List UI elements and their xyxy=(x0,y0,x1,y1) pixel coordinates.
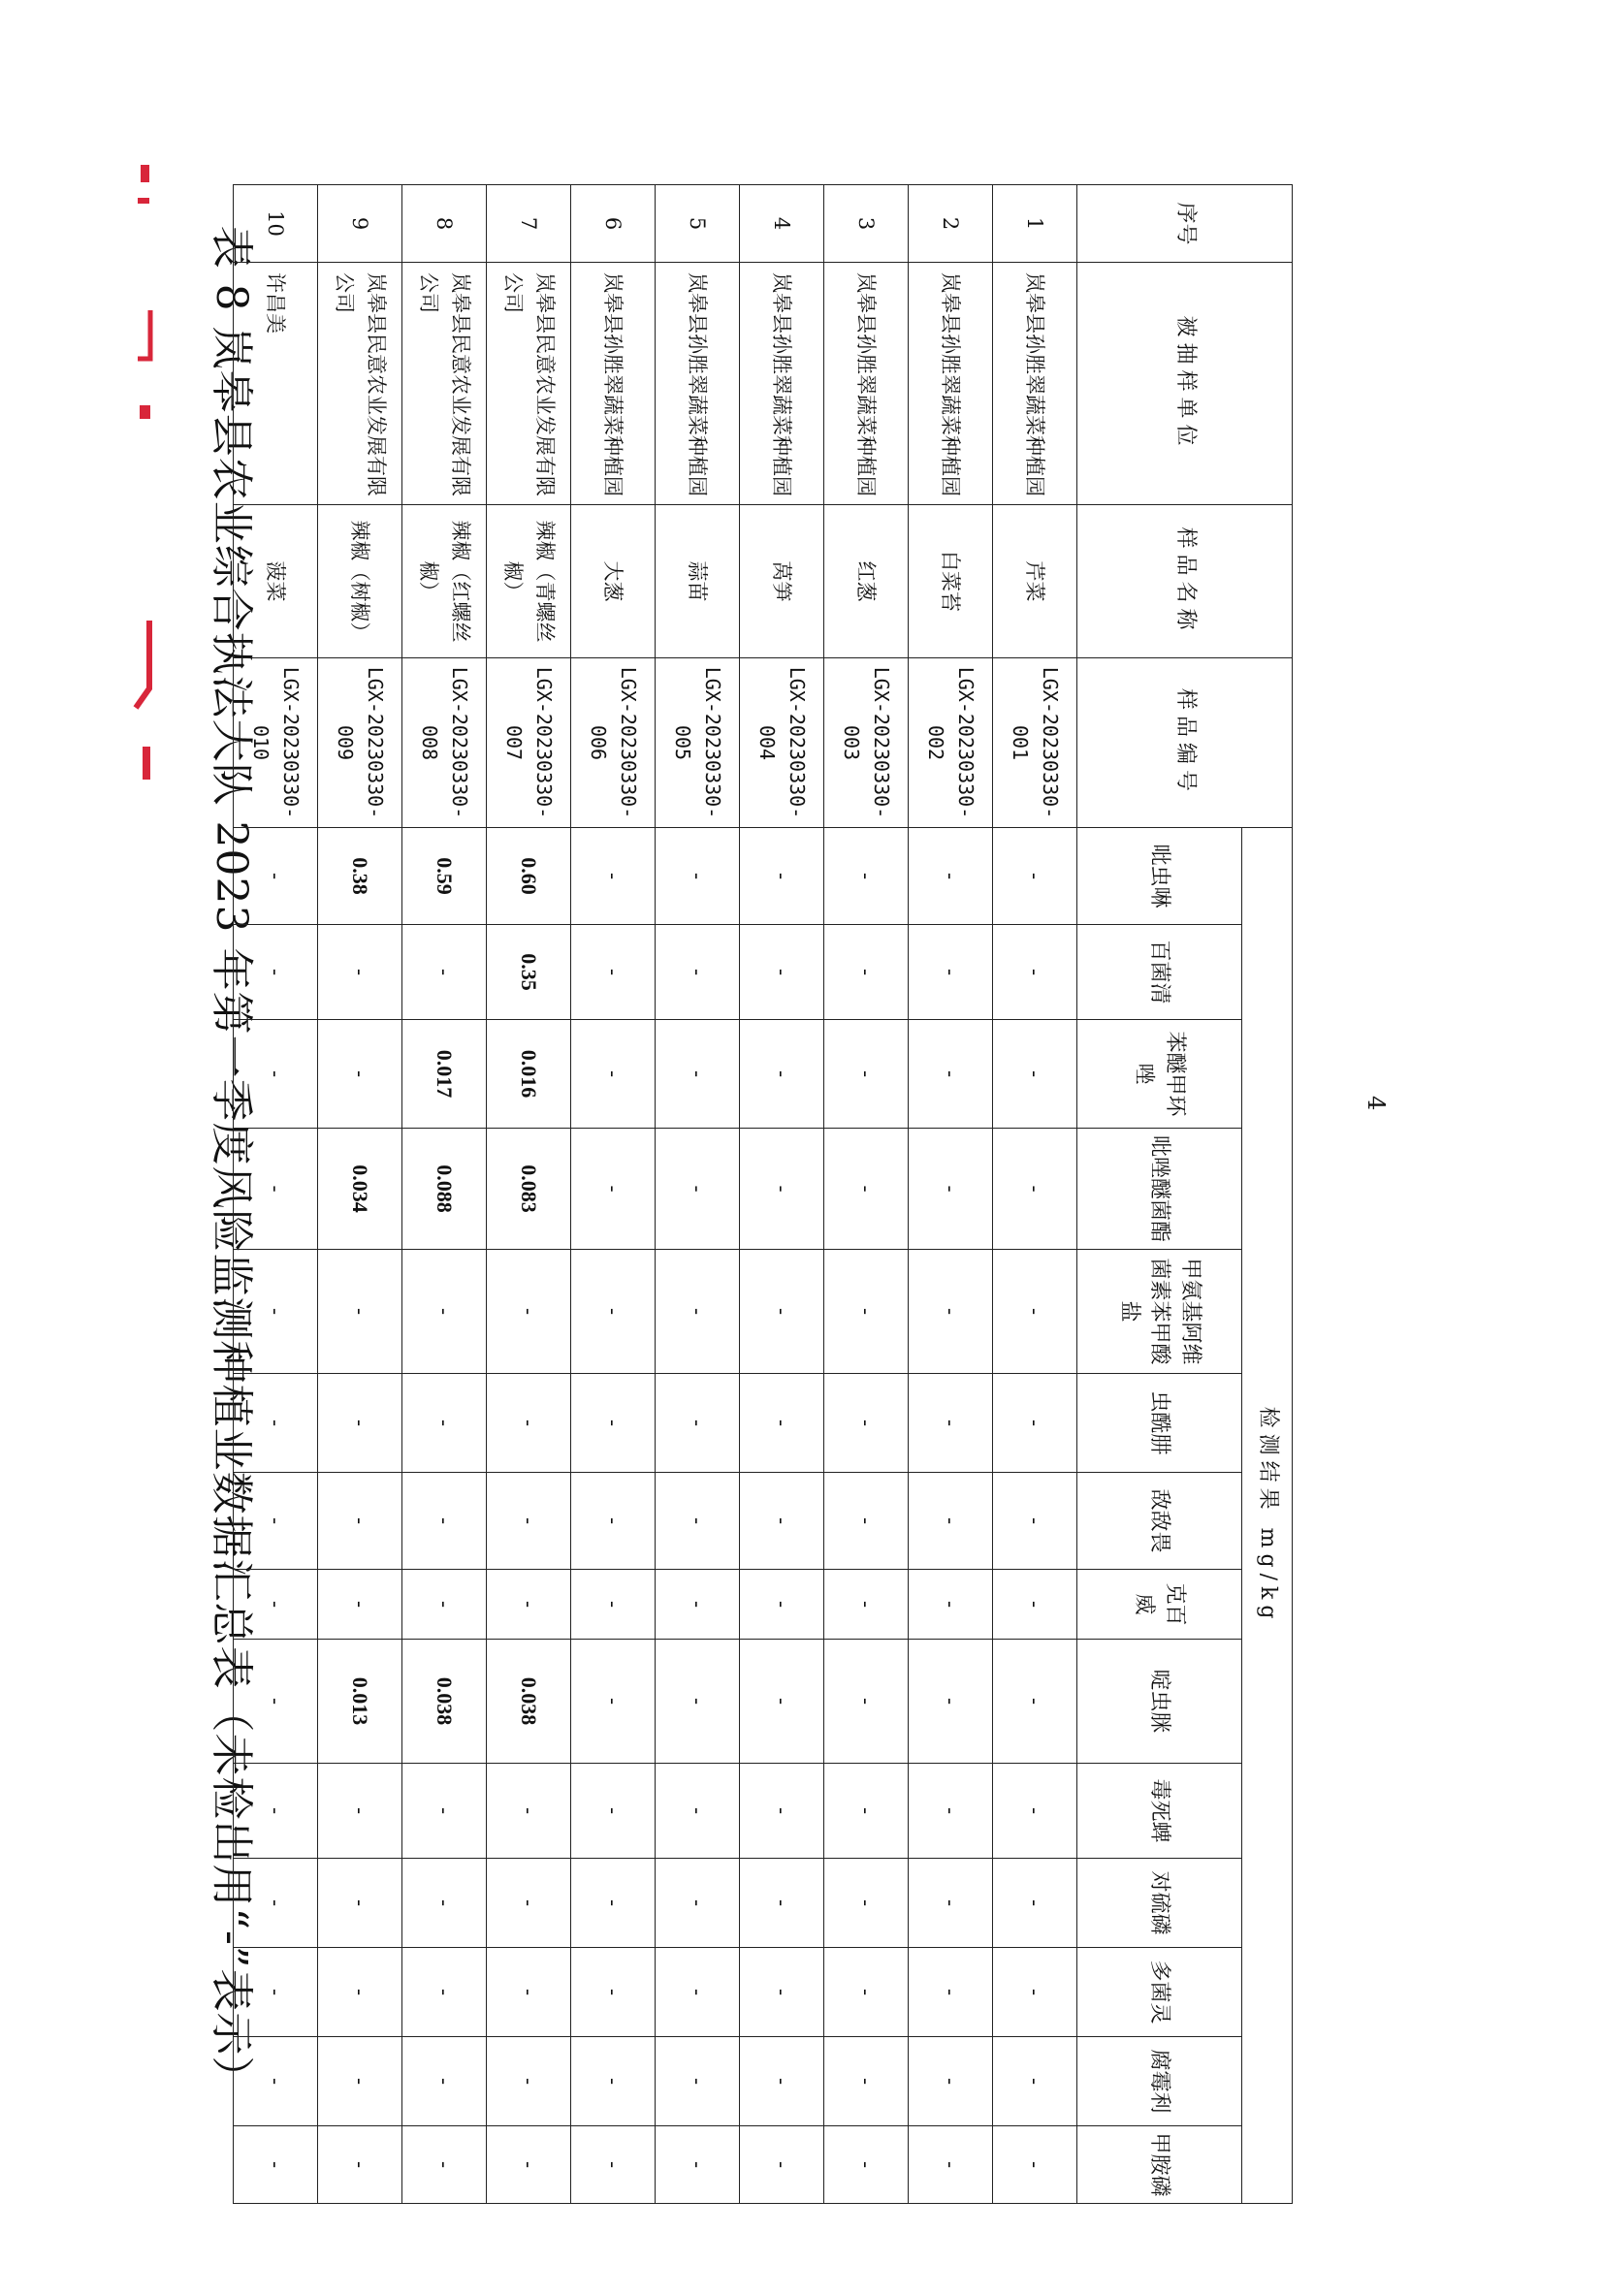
document-title: 表 8 岚皋县农业综合执法大队 2023 年第一季度风险监测种植业数据汇总表（未检出用“-”表示） xyxy=(207,225,256,2100)
result-cell: - xyxy=(740,1570,824,1640)
result-cell: - xyxy=(234,1473,318,1570)
header-pesticide: 吡唑醚菌酯 xyxy=(1077,1129,1242,1250)
result-cell: - xyxy=(656,1250,740,1374)
result-cell: - xyxy=(571,925,656,1020)
result-cell: - xyxy=(487,1374,571,1473)
result-cell: - xyxy=(993,1129,1077,1250)
result-cell: - xyxy=(402,2037,487,2126)
result-cell: - xyxy=(656,1859,740,1948)
result-cell: - xyxy=(234,828,318,925)
result-cell: - xyxy=(234,2037,318,2126)
result-cell: - xyxy=(318,1473,402,1570)
result-cell: - xyxy=(234,1764,318,1859)
result-cell: - xyxy=(909,1859,993,1948)
row-sample-name: 白菜苔 xyxy=(909,505,993,658)
header-sample-name: 样品名称 xyxy=(1077,505,1293,658)
row-index: 6 xyxy=(571,185,656,263)
table-row xyxy=(571,185,656,2204)
result-cell: 0.60 xyxy=(487,828,571,925)
result-cell: 0.088 xyxy=(402,1129,487,1250)
table-body xyxy=(234,185,1077,2204)
result-cell: - xyxy=(740,1250,824,1374)
table-row xyxy=(909,185,993,2204)
result-cell: - xyxy=(993,2126,1077,2204)
result-cell: - xyxy=(487,1764,571,1859)
result-cell: - xyxy=(993,1640,1077,1764)
result-cell: - xyxy=(402,1859,487,1948)
row-unit: 岚皋县孙胜翠蔬菜种植园 xyxy=(824,263,909,505)
result-cell: - xyxy=(402,2126,487,2204)
row-index: 8 xyxy=(402,185,487,263)
table-header xyxy=(1077,185,1293,2204)
header-pesticide: 苯醚甲环唑 xyxy=(1077,1020,1242,1129)
result-cell: - xyxy=(993,2037,1077,2126)
result-cell: - xyxy=(824,925,909,1020)
result-cell: - xyxy=(824,1250,909,1374)
result-cell: - xyxy=(824,1473,909,1570)
row-sample-code: LGX-20230330-009 xyxy=(318,658,402,828)
header-pesticide: 对硫磷 xyxy=(1077,1859,1242,1948)
header-pesticide: 毒死蜱 xyxy=(1077,1764,1242,1859)
header-pesticide: 多菌灵 xyxy=(1077,1948,1242,2037)
result-cell: - xyxy=(487,2037,571,2126)
row-sample-code: LGX-20230330-003 xyxy=(824,658,909,828)
result-cell: - xyxy=(234,925,318,1020)
result-cell: - xyxy=(234,2126,318,2204)
result-cell: - xyxy=(318,1570,402,1640)
row-sample-name: 红葱 xyxy=(824,505,909,658)
row-index: 4 xyxy=(740,185,824,263)
result-cell: - xyxy=(571,1473,656,1570)
row-index: 1 xyxy=(993,185,1077,263)
result-cell: - xyxy=(824,1764,909,1859)
result-cell: - xyxy=(824,1859,909,1948)
result-cell: - xyxy=(656,1640,740,1764)
result-cell: - xyxy=(571,2126,656,2204)
header-results-group: 检测结果 mg/kg xyxy=(1242,828,1293,2204)
result-cell: - xyxy=(402,1948,487,2037)
result-cell: - xyxy=(740,1640,824,1764)
result-cell: 0.38 xyxy=(318,828,402,925)
row-unit: 岚皋县民意农业发展有限公司 xyxy=(318,263,402,505)
result-cell: - xyxy=(402,1764,487,1859)
result-cell: - xyxy=(318,1250,402,1374)
result-cell: - xyxy=(234,1948,318,2037)
result-cell: - xyxy=(571,828,656,925)
result-cell: - xyxy=(656,2037,740,2126)
result-cell: - xyxy=(571,1570,656,1640)
result-cell: - xyxy=(740,1859,824,1948)
row-sample-name: 辣椒（红螺丝椒） xyxy=(402,505,487,658)
table-row xyxy=(234,185,318,2204)
result-cell: - xyxy=(740,1764,824,1859)
result-cell: - xyxy=(234,1374,318,1473)
result-cell: - xyxy=(571,1020,656,1129)
row-sample-code: LGX-20230330-008 xyxy=(402,658,487,828)
result-cell: - xyxy=(318,1764,402,1859)
result-cell: 0.59 xyxy=(402,828,487,925)
row-index: 10 xyxy=(234,185,318,263)
header-pesticide: 腐霉利 xyxy=(1077,2037,1242,2126)
result-cell: - xyxy=(740,1473,824,1570)
result-cell: - xyxy=(993,1859,1077,1948)
result-cell: - xyxy=(656,1129,740,1250)
result-cell: - xyxy=(993,1374,1077,1473)
result-cell: - xyxy=(402,1374,487,1473)
result-cell: - xyxy=(402,925,487,1020)
result-cell: - xyxy=(740,925,824,1020)
result-cell: - xyxy=(571,1129,656,1250)
result-cell: - xyxy=(740,828,824,925)
result-cell: - xyxy=(993,1948,1077,2037)
result-cell: 0.038 xyxy=(402,1640,487,1764)
row-sample-name: 大葱 xyxy=(571,505,656,658)
row-index: 7 xyxy=(487,185,571,263)
result-cell: - xyxy=(909,1020,993,1129)
result-cell: - xyxy=(234,1129,318,1250)
result-cell: - xyxy=(571,2037,656,2126)
result-cell: - xyxy=(993,1764,1077,1859)
header-pesticide: 甲氨基阿维菌素苯甲酸盐 xyxy=(1077,1250,1242,1374)
row-unit: 岚皋县民意农业发展有限公司 xyxy=(487,263,571,505)
row-sample-code: LGX-20230330-006 xyxy=(571,658,656,828)
header-unit: 被抽样单位 xyxy=(1077,263,1293,505)
result-cell: - xyxy=(234,1570,318,1640)
result-cell: - xyxy=(318,1020,402,1129)
table-row xyxy=(318,185,402,2204)
row-sample-name: 辣椒（青螺丝椒） xyxy=(487,505,571,658)
result-cell: - xyxy=(571,1859,656,1948)
result-cell: 0.083 xyxy=(487,1129,571,1250)
row-index: 5 xyxy=(656,185,740,263)
result-cell: - xyxy=(656,1374,740,1473)
result-cell: - xyxy=(656,925,740,1020)
result-cell: - xyxy=(402,1250,487,1374)
row-index: 9 xyxy=(318,185,402,263)
result-cell: - xyxy=(824,828,909,925)
result-cell: - xyxy=(909,1570,993,1640)
header-pesticide: 吡虫啉 xyxy=(1077,828,1242,925)
row-sample-code: LGX-20230330-010 xyxy=(234,658,318,828)
header-pesticide: 啶虫脒 xyxy=(1077,1640,1242,1764)
result-cell: - xyxy=(656,2126,740,2204)
result-cell: - xyxy=(656,1948,740,2037)
result-cell: - xyxy=(909,1473,993,1570)
table-row xyxy=(402,185,487,2204)
row-unit: 岚皋县孙胜翠蔬菜种植园 xyxy=(571,263,656,505)
result-cell: - xyxy=(571,1640,656,1764)
result-cell: - xyxy=(402,1570,487,1640)
result-cell: - xyxy=(234,1250,318,1374)
row-unit: 岚皋县孙胜翠蔬菜种植园 xyxy=(656,263,740,505)
result-cell: - xyxy=(824,2126,909,2204)
result-cell: - xyxy=(824,1020,909,1129)
result-cell: - xyxy=(909,925,993,1020)
result-cell: - xyxy=(909,1250,993,1374)
result-cell: - xyxy=(318,1859,402,1948)
header-pesticide: 虫酰肼 xyxy=(1077,1374,1242,1473)
result-cell: - xyxy=(234,1640,318,1764)
result-cell: - xyxy=(824,1129,909,1250)
row-sample-code: LGX-20230330-004 xyxy=(740,658,824,828)
result-cell: - xyxy=(318,2126,402,2204)
result-cell: - xyxy=(487,1570,571,1640)
result-cell: - xyxy=(571,1250,656,1374)
result-cell: - xyxy=(740,1374,824,1473)
result-cell: - xyxy=(318,1374,402,1473)
result-cell: - xyxy=(402,1473,487,1570)
result-cell: - xyxy=(571,1374,656,1473)
row-sample-name: 蒜苗 xyxy=(656,505,740,658)
result-cell: - xyxy=(740,2037,824,2126)
result-cell: - xyxy=(318,925,402,1020)
result-cell: - xyxy=(487,2126,571,2204)
result-cell: - xyxy=(740,2126,824,2204)
result-cell: 0.038 xyxy=(487,1640,571,1764)
row-sample-code: LGX-20230330-007 xyxy=(487,658,571,828)
result-cell: - xyxy=(909,828,993,925)
result-cell: - xyxy=(824,1640,909,1764)
result-cell: - xyxy=(993,925,1077,1020)
header-index: 序号 xyxy=(1077,185,1293,263)
result-cell: - xyxy=(824,2037,909,2126)
result-cell: - xyxy=(993,828,1077,925)
header-pesticide: 敌敌畏 xyxy=(1077,1473,1242,1570)
result-cell: 0.35 xyxy=(487,925,571,1020)
table-row xyxy=(824,185,909,2204)
row-index: 3 xyxy=(824,185,909,263)
result-cell: - xyxy=(909,1129,993,1250)
row-sample-name: 辣椒（树椒） xyxy=(318,505,402,658)
row-sample-name: 菠菜 xyxy=(234,505,318,658)
result-cell: - xyxy=(993,1570,1077,1640)
result-cell: - xyxy=(993,1250,1077,1374)
result-cell: - xyxy=(656,1570,740,1640)
page-number: 4 xyxy=(1363,1096,1390,1111)
row-sample-code: LGX-20230330-001 xyxy=(993,658,1077,828)
row-sample-name: 芹菜 xyxy=(993,505,1077,658)
result-cell: - xyxy=(318,1948,402,2037)
result-cell: 0.034 xyxy=(318,1129,402,1250)
row-sample-code: LGX-20230330-005 xyxy=(656,658,740,828)
result-cell: 0.017 xyxy=(402,1020,487,1129)
result-cell: - xyxy=(993,1473,1077,1570)
header-pesticide: 百菌清 xyxy=(1077,925,1242,1020)
result-cell: - xyxy=(656,1473,740,1570)
result-cell: - xyxy=(487,1948,571,2037)
result-cell: - xyxy=(909,1764,993,1859)
row-sample-code: LGX-20230330-002 xyxy=(909,658,993,828)
result-cell: - xyxy=(571,1948,656,2037)
row-unit: 岚皋县孙胜翠蔬菜种植园 xyxy=(909,263,993,505)
row-unit: 岚皋县民意农业发展有限公司 xyxy=(402,263,487,505)
result-cell: 0.013 xyxy=(318,1640,402,1764)
result-cell: - xyxy=(656,1764,740,1859)
result-cell: - xyxy=(487,1473,571,1570)
result-cell: - xyxy=(740,1129,824,1250)
row-index: 2 xyxy=(909,185,993,263)
header-sample-code: 样品编号 xyxy=(1077,658,1293,828)
result-cell: - xyxy=(909,1640,993,1764)
row-sample-name: 莴笋 xyxy=(740,505,824,658)
table-row xyxy=(993,185,1077,2204)
header-pesticide: 甲胺磷 xyxy=(1077,2126,1242,2204)
result-cell: - xyxy=(909,2126,993,2204)
result-cell: - xyxy=(824,1570,909,1640)
row-unit: 许昌美 xyxy=(234,263,318,505)
result-cell: - xyxy=(909,1374,993,1473)
result-cell: - xyxy=(824,1374,909,1473)
table-row xyxy=(487,185,571,2204)
red-seal-stamp-fragment xyxy=(132,165,153,785)
result-cell: - xyxy=(234,1859,318,1948)
result-cell: - xyxy=(487,1859,571,1948)
result-cell: - xyxy=(656,1020,740,1129)
result-cell: - xyxy=(487,1250,571,1374)
result-cell: - xyxy=(571,1764,656,1859)
results-table xyxy=(233,184,1293,2204)
header-pesticide: 克百威 xyxy=(1077,1570,1242,1640)
result-cell: - xyxy=(909,2037,993,2126)
result-cell: - xyxy=(909,1948,993,2037)
result-cell: - xyxy=(993,1020,1077,1129)
result-cell: - xyxy=(740,1020,824,1129)
result-cell: - xyxy=(740,1948,824,2037)
table-row xyxy=(656,185,740,2204)
result-cell: - xyxy=(656,828,740,925)
result-cell: - xyxy=(318,2037,402,2126)
table-row xyxy=(740,185,824,2204)
result-cell: 0.016 xyxy=(487,1020,571,1129)
row-unit: 岚皋县孙胜翠蔬菜种植园 xyxy=(740,263,824,505)
result-cell: - xyxy=(234,1020,318,1129)
row-unit: 岚皋县孙胜翠蔬菜种植园 xyxy=(993,263,1077,505)
result-cell: - xyxy=(824,1948,909,2037)
